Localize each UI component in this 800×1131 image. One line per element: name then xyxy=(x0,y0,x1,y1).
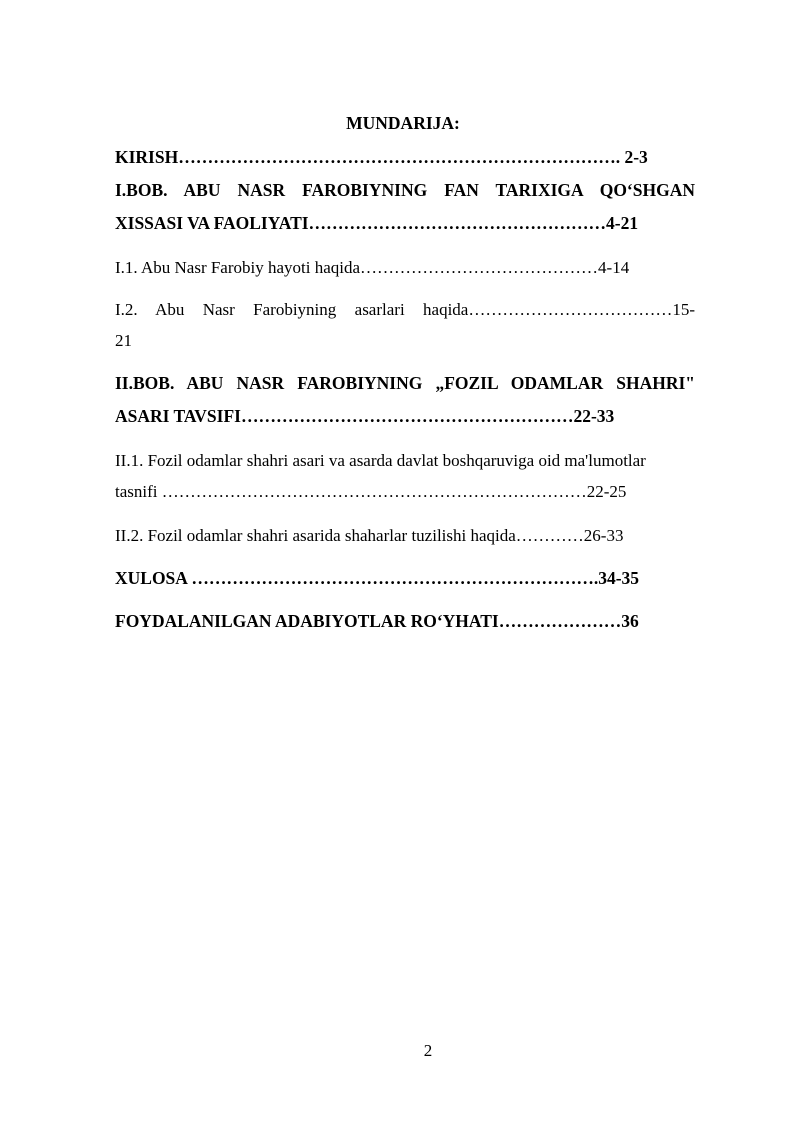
toc-entry-section2-2: II.2. Fozil odamlar shahri asarida shaharlar tuzilishi haqida…………26-33 xyxy=(115,526,624,545)
toc-entry-chapter1-line1: I.BOB. ABU NASR FAROBIYNING FAN TARIXIGA QO‘SHGAN xyxy=(115,180,695,200)
toc-entry-kirish: KIRISH…………………………………………………………………. 2-3 xyxy=(115,147,648,167)
toc-entry-references: FOYDALANILGAN ADABIYOTLAR RO‘YHATI…………………36 xyxy=(115,611,639,631)
toc-entry-section1-1: I.1. Abu Nasr Farobiy hayoti haqida……………………………………4-14 xyxy=(115,258,630,277)
toc-entry-section1-2-line2: 21 xyxy=(115,331,132,350)
toc-entry-section1-2-line1: I.2. Abu Nasr Farobiyning asarlari haqida………………………………15- xyxy=(115,300,695,319)
toc-entry-conclusion: XULOSA …………………………………………………………….34-35 xyxy=(115,568,640,588)
toc-entry-chapter2-line1: II.BOB. ABU NASR FAROBIYNING „FOZIL ODAMLAR SHAHRI" xyxy=(115,373,695,393)
toc-entry-section2-1-line1: II.1. Fozil odamlar shahri asari va asarda davlat boshqaruviga oid ma'lumotlar xyxy=(115,451,646,470)
page-title: MUNDARIJA: xyxy=(346,113,460,133)
page-number: 2 xyxy=(423,1041,433,1060)
toc-entry-chapter2-line2: ASARI TAVSIFI…………………………………………………22-33 xyxy=(115,406,615,426)
toc-entry-chapter1-line2: XISSASI VA FAOLIYATI……………………………………………4-21 xyxy=(115,213,639,233)
toc-entry-section2-1-line2: tasnifi …………………………………………………………………22-25 xyxy=(115,482,627,501)
